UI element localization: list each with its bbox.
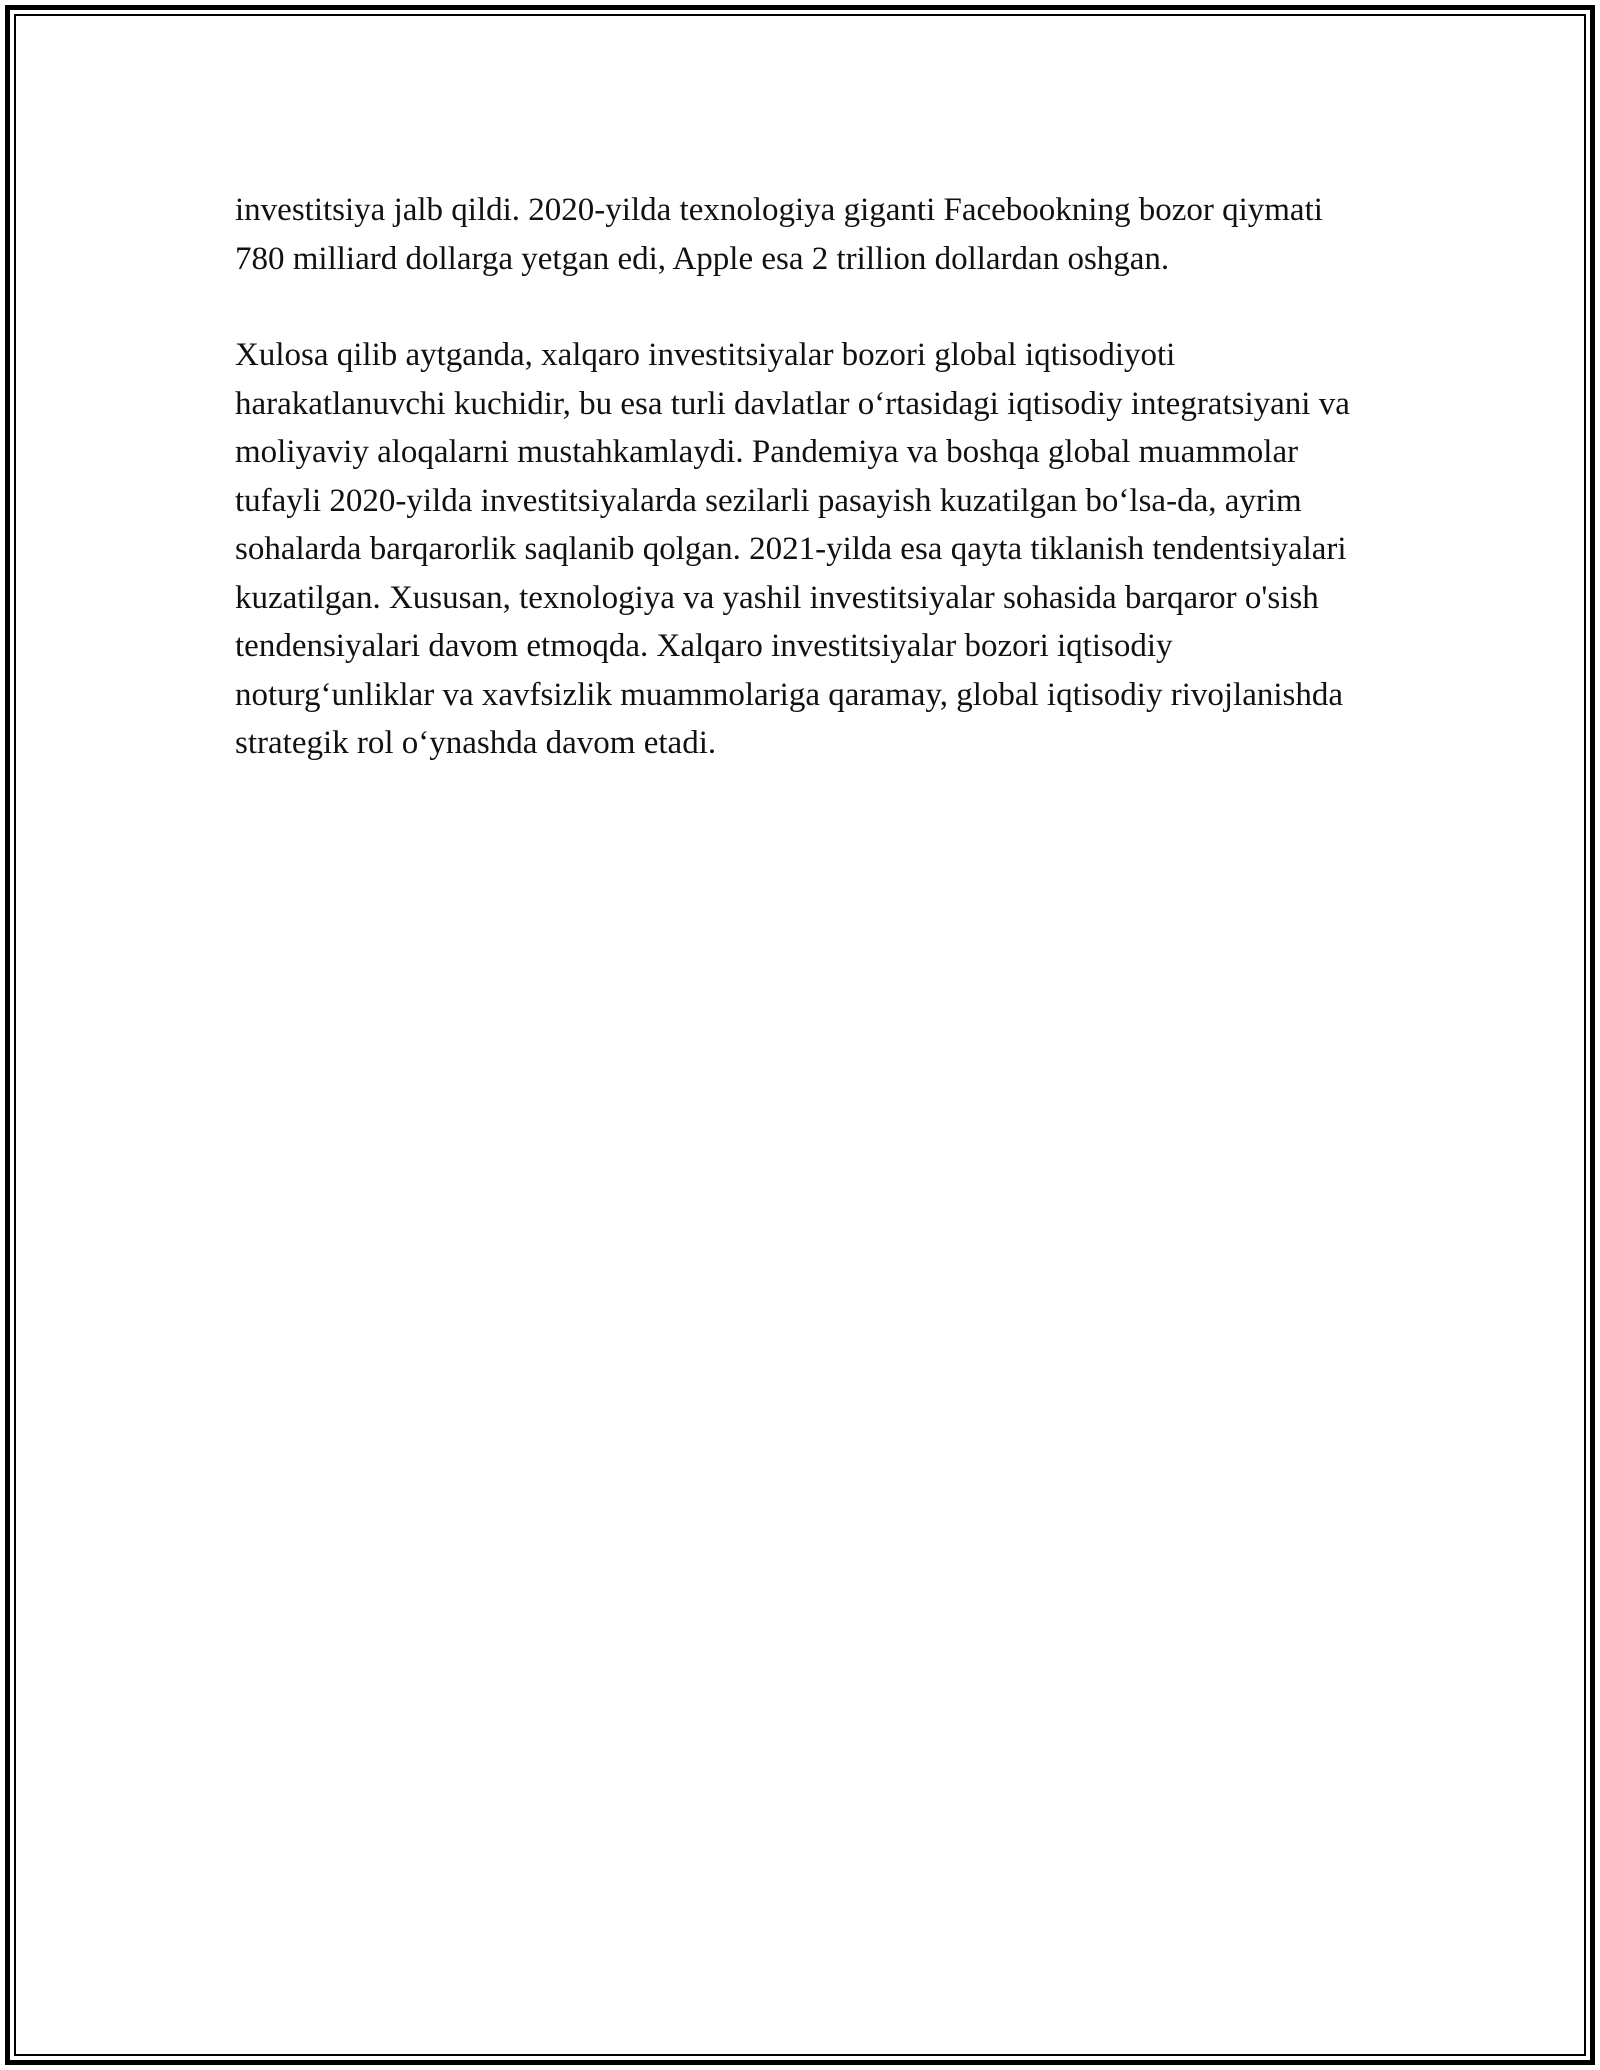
- paragraph-investment-figures: investitsiya jalb qildi. 2020-yilda texnologiya giganti Facebookning bozor qiymati 780 milliard dollarga yetgan edi, Apple esa 2 trillion dollardan oshgan.: [235, 192, 1323, 277]
- paragraph-conclusion: Xulosa qilib aytganda, xalqaro investitsiyalar bozori global iqtisodiyoti harakatlanuvchi kuchidir, bu esa turli davlatlar o‘rtasidagi iqtisodiy integratsiyani va moliyaviy aloqalarni mustahkamlaydi. Pandemiya va boshqa global muammolar tufayli 2020-yilda investitsiyalarda sezilarli pasayish kuzatilgan bo‘lsa-da, ayrim sohalarda barqarorlik saqlanib qolgan. 2021-yilda esa qayta tiklanish tendentsiyalari kuzatilgan. Xususan, texnologiya va yashil investitsiyalar sohasida barqaror o'sish tendensiyalari davom etmoqda. Xalqaro investitsiyalar bozori iqtisodiy noturg‘unliklar va xavfsizlik muammolariga qaramay, global iqtisodiy rivojlanishda strategik rol o‘ynashda davom etadi.: [235, 337, 1350, 761]
- document-body: [235, 186, 1370, 768]
